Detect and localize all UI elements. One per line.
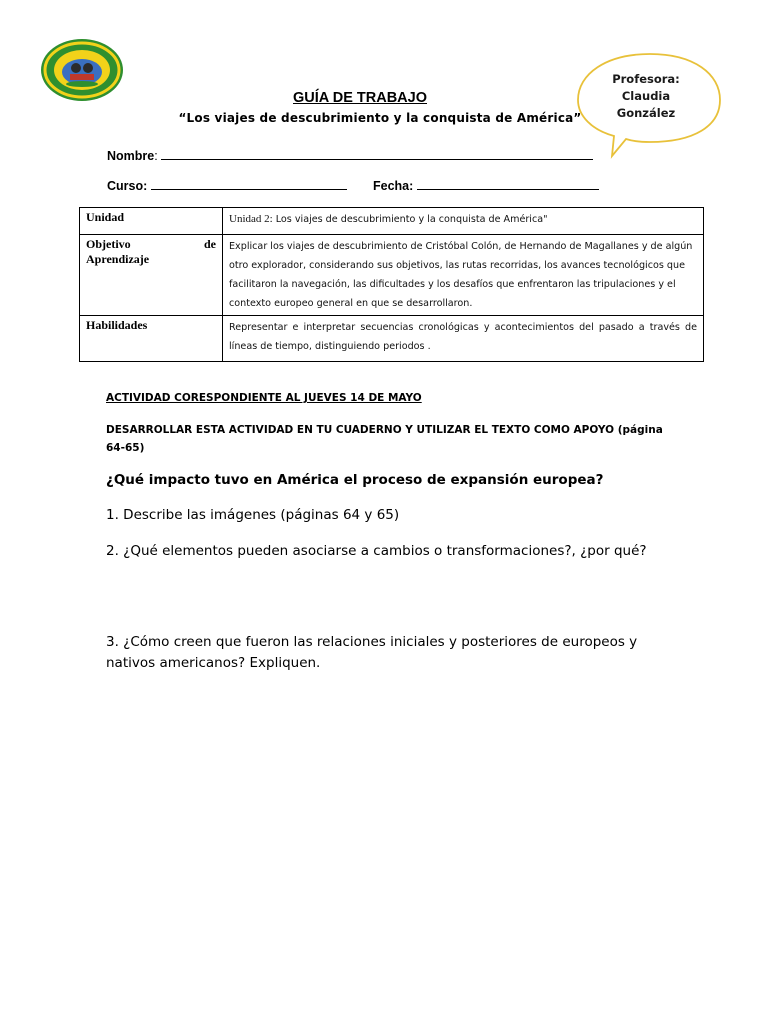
table-row-skills (80, 316, 704, 362)
skills-label: Habilidades (80, 316, 223, 362)
objective-label-word3: Aprendizaje (86, 252, 150, 266)
table-row-unit (80, 208, 704, 235)
skills-value: Representar e interpretar secuencias cronológicas y acontecimientos del pasado a través de líneas de tiempo, distinguiendo periodos . (223, 316, 704, 362)
course-blank-line[interactable] (151, 177, 347, 190)
unit-text: Los viajes de descubrimiento y la conquista de América" (272, 214, 548, 225)
course-field[interactable] (107, 177, 347, 193)
objective-label-word1: Objetivo (86, 237, 131, 251)
unit-value (223, 208, 704, 235)
date-field[interactable] (373, 177, 599, 193)
objective-label (80, 235, 223, 316)
table-row-objective (80, 235, 704, 316)
main-question: ¿Qué impacto tuvo en América el proceso de expansión europea? (106, 472, 604, 488)
name-colon: : (154, 149, 158, 163)
teacher-first-name: Claudia (621, 89, 671, 103)
date-label: Fecha: (373, 179, 414, 193)
question-1: 1. Describe las imágenes (páginas 64 y 65) (106, 507, 400, 523)
school-crest-icon (40, 38, 124, 102)
activity-instruction: DESARROLLAR ESTA ACTIVIDAD EN TU CUADERNO Y UTILIZAR EL TEXTO COMO APOYO (página 64-65) (106, 424, 663, 454)
unit-prefix: Unidad 2: (229, 213, 273, 225)
info-table (79, 207, 704, 362)
name-blank-line[interactable] (161, 147, 593, 160)
unit-label: Unidad (80, 208, 223, 235)
name-field[interactable] (107, 147, 593, 163)
page-subtitle: “Los viajes de descubrimiento y la conquista de América” (178, 111, 582, 125)
teacher-last-name: González (616, 106, 676, 120)
teacher-role: Profesora: (612, 72, 680, 86)
activity-heading: ACTIVIDAD CORESPONDIENTE AL JUEVES 14 DE MAYO (106, 392, 422, 404)
date-blank-line[interactable] (417, 177, 599, 190)
question-3: 3. ¿Cómo creen que fueron las relaciones iniciales y posteriores de europeos y nativos americanos? Expliquen. (106, 634, 638, 671)
name-label: Nombre (107, 149, 155, 163)
objective-value: Explicar los viajes de descubrimiento de Cristóbal Colón, de Hernando de Magallanes y de algún otro explorador, considerando sus objetivos, las rutas recorridas, los avances tecnológicos que facilitaron la navegación, las dificultades y los desafíos que enfrentaron las tripulaciones y el contexto europeo general en que se desarrollaron. (223, 235, 704, 316)
objective-label-word2: de (204, 237, 216, 251)
page-title: GUÍA DE TRABAJO (293, 90, 427, 106)
course-label: Curso: (107, 179, 148, 193)
question-2: 2. ¿Qué elementos pueden asociarse a cambios o transformaciones?, ¿por qué? (106, 543, 647, 559)
